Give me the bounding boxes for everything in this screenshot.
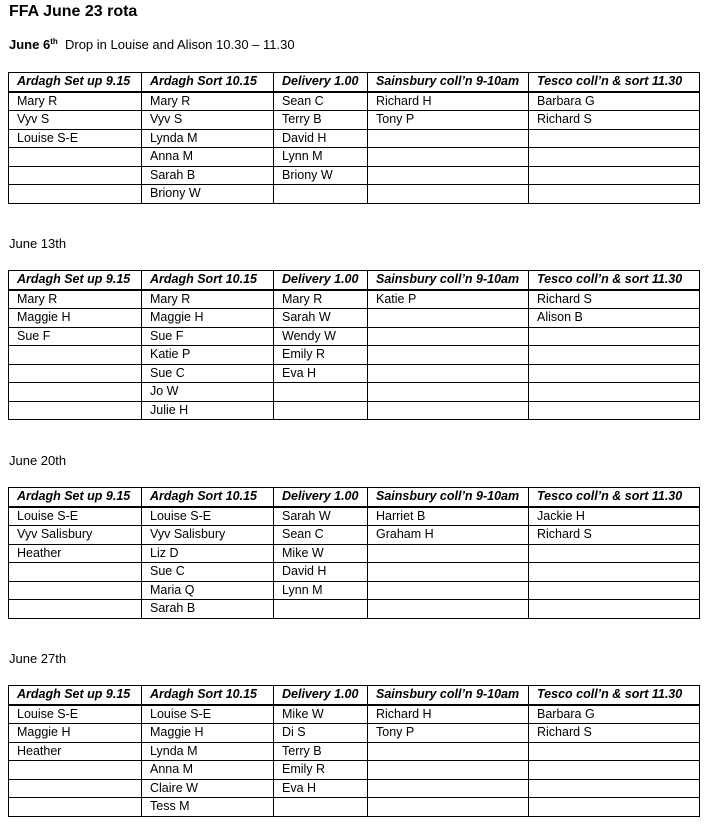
column-header: Tesco coll’n & sort 11.30 [529, 686, 700, 705]
week-date-suffix: th [50, 37, 58, 46]
week-date: June 6 [9, 37, 51, 52]
column-header: Sainsbury coll’n 9-10am [368, 73, 529, 92]
table-cell: Lynn M [274, 581, 368, 600]
table-cell: Louise S-E [142, 507, 274, 526]
table-row [9, 364, 700, 383]
table-row [9, 724, 700, 743]
table-cell: Sean C [274, 92, 368, 111]
table-cell: Richard S [529, 111, 700, 130]
week-heading-june-27 [9, 651, 66, 666]
table-cell: Sarah W [274, 309, 368, 328]
table-cell [529, 779, 700, 798]
table-cell [529, 185, 700, 204]
table-cell [9, 798, 142, 817]
column-header: Delivery 1.00 [274, 686, 368, 705]
table-cell: Tony P [368, 724, 529, 743]
table-cell [368, 581, 529, 600]
table-cell [529, 581, 700, 600]
table-cell: Lynn M [274, 148, 368, 167]
table-cell [9, 563, 142, 582]
table-cell: Lynda M [142, 742, 274, 761]
table-row [9, 111, 700, 130]
column-header: Sainsbury coll’n 9-10am [368, 271, 529, 290]
table-cell: Anna M [142, 148, 274, 167]
week-date: June 20th [9, 453, 67, 468]
table-cell [368, 309, 529, 328]
table-cell [9, 779, 142, 798]
table-row [9, 581, 700, 600]
table-cell [9, 581, 142, 600]
table-cell: Claire W [142, 779, 274, 798]
table-cell [368, 383, 529, 402]
table-row [9, 327, 700, 346]
table-cell: Vyv S [9, 111, 142, 130]
column-header: Ardagh Sort 10.15 [142, 73, 274, 92]
table-row [9, 779, 700, 798]
column-header: Delivery 1.00 [274, 488, 368, 507]
table-cell [529, 742, 700, 761]
column-header: Ardagh Sort 10.15 [142, 686, 274, 705]
table-cell: Mary R [142, 290, 274, 309]
table-cell [368, 779, 529, 798]
table-cell [368, 364, 529, 383]
table-cell [368, 129, 529, 148]
table-cell [529, 600, 700, 619]
table-cell [274, 383, 368, 402]
table-cell: Sean C [274, 526, 368, 545]
table-cell: Vyv Salisbury [142, 526, 274, 545]
header-row [9, 271, 700, 290]
table-cell: Sarah B [142, 166, 274, 185]
header-row [9, 686, 700, 705]
table-cell [368, 346, 529, 365]
table-cell: Louise S-E [142, 705, 274, 724]
table-cell: Katie P [368, 290, 529, 309]
table-cell: Briony W [142, 185, 274, 204]
table-cell [529, 563, 700, 582]
table-cell: Liz D [142, 544, 274, 563]
table-cell: David H [274, 129, 368, 148]
table-cell [9, 383, 142, 402]
table-cell [368, 544, 529, 563]
week-date: June 13th [9, 236, 67, 251]
table-cell: Richard H [368, 92, 529, 111]
table-cell: Sarah W [274, 507, 368, 526]
week-note: Drop in Louise and Alison 10.30 – 11.30 [64, 37, 295, 52]
table-cell: Sue F [142, 327, 274, 346]
column-header: Delivery 1.00 [274, 73, 368, 92]
column-header: Sainsbury coll’n 9-10am [368, 488, 529, 507]
table-cell: Vyv S [142, 111, 274, 130]
table-cell [274, 401, 368, 420]
table-row [9, 129, 700, 148]
table-row [9, 507, 700, 526]
table-cell [368, 742, 529, 761]
table-row [9, 185, 700, 204]
column-header: Ardagh Set up 9.15 [9, 73, 142, 92]
table-cell: Lynda M [142, 129, 274, 148]
table-cell: Sue C [142, 563, 274, 582]
table-cell [368, 563, 529, 582]
table-cell: Maria Q [142, 581, 274, 600]
table-row [9, 600, 700, 619]
table-cell: Briony W [274, 166, 368, 185]
table-cell [368, 761, 529, 780]
table-cell [274, 185, 368, 204]
table-row [9, 798, 700, 817]
table-cell: Maggie H [142, 724, 274, 743]
table-row [9, 309, 700, 328]
table-cell: Sue C [142, 364, 274, 383]
table-cell: Richard S [529, 526, 700, 545]
table-cell: Julie H [142, 401, 274, 420]
table-cell: Louise S-E [9, 129, 142, 148]
table-cell [9, 401, 142, 420]
rota-table-june-20 [8, 487, 700, 619]
rota-table-june-13 [8, 270, 700, 420]
table-cell [368, 148, 529, 167]
table-cell: Louise S-E [9, 507, 142, 526]
table-row [9, 544, 700, 563]
table-cell [529, 129, 700, 148]
table-cell: Barbara G [529, 705, 700, 724]
table-cell [368, 166, 529, 185]
table-row [9, 148, 700, 167]
table-cell [529, 166, 700, 185]
table-cell: Maggie H [9, 309, 142, 328]
column-header: Ardagh Sort 10.15 [142, 488, 274, 507]
table-cell [529, 544, 700, 563]
table-cell: Barbara G [529, 92, 700, 111]
table-cell [529, 148, 700, 167]
table-cell [529, 761, 700, 780]
table-cell: Mary R [9, 92, 142, 111]
header-row [9, 488, 700, 507]
column-header: Ardagh Set up 9.15 [9, 488, 142, 507]
table-cell: Maggie H [9, 724, 142, 743]
table-cell [529, 401, 700, 420]
table-cell: Eva H [274, 779, 368, 798]
table-cell: Anna M [142, 761, 274, 780]
table-cell: Jackie H [529, 507, 700, 526]
table-cell: Emily R [274, 346, 368, 365]
table-cell: Alison B [529, 309, 700, 328]
table-cell: David H [274, 563, 368, 582]
table-cell: Harriet B [368, 507, 529, 526]
table-cell [529, 798, 700, 817]
table-row [9, 346, 700, 365]
column-header: Ardagh Sort 10.15 [142, 271, 274, 290]
table-row [9, 563, 700, 582]
table-cell: Tess M [142, 798, 274, 817]
table-cell: Heather [9, 544, 142, 563]
table-cell [529, 383, 700, 402]
table-row [9, 526, 700, 545]
table-cell: Maggie H [142, 309, 274, 328]
table-cell [9, 148, 142, 167]
column-header: Tesco coll’n & sort 11.30 [529, 73, 700, 92]
table-cell: Mary R [9, 290, 142, 309]
table-cell [529, 346, 700, 365]
table-row [9, 290, 700, 309]
table-row [9, 166, 700, 185]
table-row [9, 383, 700, 402]
table-cell: Mike W [274, 705, 368, 724]
table-row [9, 705, 700, 724]
table-cell [274, 600, 368, 619]
table-cell: Tony P [368, 111, 529, 130]
table-cell: Di S [274, 724, 368, 743]
column-header: Delivery 1.00 [274, 271, 368, 290]
table-cell: Katie P [142, 346, 274, 365]
column-header: Ardagh Set up 9.15 [9, 686, 142, 705]
table-cell: Mike W [274, 544, 368, 563]
table-cell: Eva H [274, 364, 368, 383]
table-cell [529, 364, 700, 383]
rota-table-june-27 [8, 685, 700, 817]
table-cell: Louise S-E [9, 705, 142, 724]
week-heading-june-13 [9, 236, 66, 251]
table-cell [368, 401, 529, 420]
table-cell [368, 798, 529, 817]
column-header: Tesco coll’n & sort 11.30 [529, 488, 700, 507]
table-cell: Jo W [142, 383, 274, 402]
table-cell [9, 346, 142, 365]
column-header: Ardagh Set up 9.15 [9, 271, 142, 290]
table-cell: Richard S [529, 724, 700, 743]
table-row [9, 401, 700, 420]
table-cell: Emily R [274, 761, 368, 780]
week-date: June 27th [9, 651, 67, 666]
table-row [9, 92, 700, 111]
table-cell: Richard S [529, 290, 700, 309]
week-heading-june-6 [9, 37, 295, 52]
table-cell: Terry B [274, 742, 368, 761]
table-cell [368, 600, 529, 619]
table-cell [9, 364, 142, 383]
table-cell [368, 327, 529, 346]
table-cell [9, 761, 142, 780]
table-cell: Sue F [9, 327, 142, 346]
table-cell: Sarah B [142, 600, 274, 619]
table-row [9, 761, 700, 780]
table-cell: Heather [9, 742, 142, 761]
table-cell [368, 185, 529, 204]
table-cell: Terry B [274, 111, 368, 130]
table-cell [9, 600, 142, 619]
column-header: Sainsbury coll’n 9-10am [368, 686, 529, 705]
table-cell: Wendy W [274, 327, 368, 346]
table-cell: Vyv Salisbury [9, 526, 142, 545]
header-row [9, 73, 700, 92]
table-cell: Mary R [274, 290, 368, 309]
rota-table-june-6 [8, 72, 700, 204]
table-row [9, 742, 700, 761]
table-cell [9, 185, 142, 204]
week-heading-june-20 [9, 453, 66, 468]
table-cell [9, 166, 142, 185]
table-cell: Richard H [368, 705, 529, 724]
page-title: FFA June 23 rota [9, 3, 138, 20]
table-cell [529, 327, 700, 346]
column-header: Tesco coll’n & sort 11.30 [529, 271, 700, 290]
table-cell: Mary R [142, 92, 274, 111]
table-cell [274, 798, 368, 817]
table-cell: Graham H [368, 526, 529, 545]
